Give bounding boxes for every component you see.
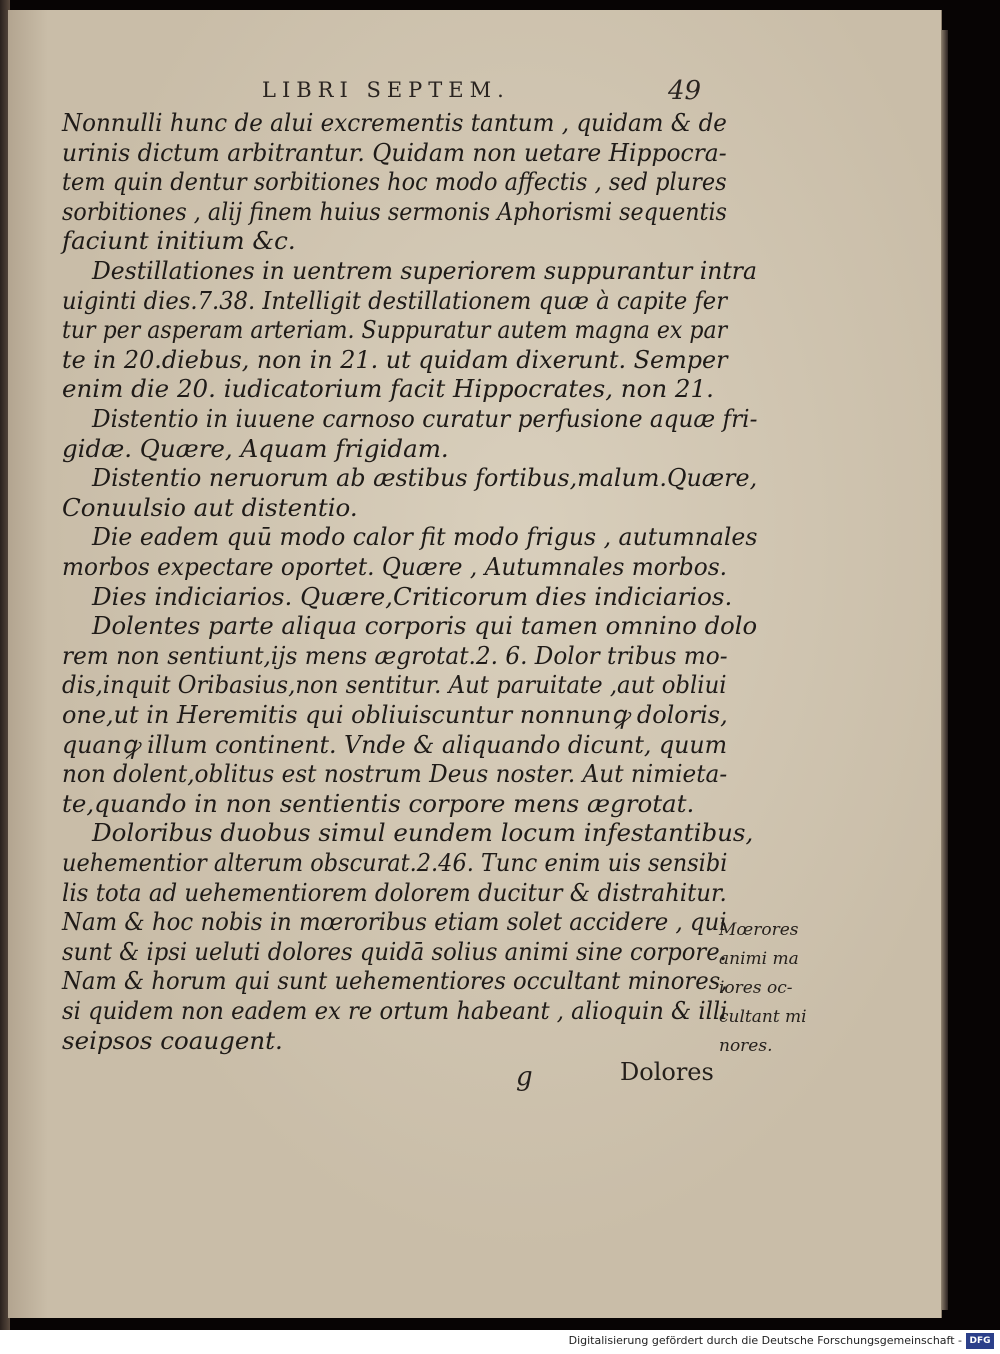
text-line: rem non sentiunt,ijs mens ægrotat.2. 6. Dolor tribus mo- [62,640,728,670]
text-line: uehementior alterum obscurat.2.46. Tunc enim uis sensibi [62,848,728,877]
text-line: faciunt initium &c. [62,226,296,256]
folio-number: 49 [668,76,702,106]
text-line: gidæ. Quære, Aquam frigidam. [62,433,449,463]
text-line: Nam & hoc nobis in mœroribus etiam solet accidere , qui [62,907,727,937]
text-line: uiginti dies.7.38. Intelligit destillationem quæ à capite fer [62,285,728,315]
margin-note-line: nores. [719,1036,773,1056]
text-line: seipsos coaugent. [62,1025,283,1055]
text-line: Nonnulli hunc de alui excrementis tantum , quidam & de [62,108,727,137]
text-line: one,ut in Heremitis qui obliuiscuntur nonnunꝙ doloris, [62,700,728,729]
margin-note [719,916,807,1061]
text-line: lis tota ad uehementiorem dolorem ducitur & distrahitur. [62,877,727,907]
text-line: Distentio neruorum ab æstibus fortibus,malum.Quære, [92,463,758,493]
text-line: Dolentes parte aliqua corporis qui tamen omnino dolo [92,611,758,641]
funding-credit: Digitalisierung gefördert durch die Deutsche Forschungsgemeinschaft - [568,1334,962,1347]
text-line: quanꝙ illum continent. Vnde & aliquando dicunt, quum [62,729,728,759]
text-line: Destillationes in uentrem superiorem suppurantur intra [92,256,757,285]
text-line: enim die 20. iudicatorium facit Hippocrates, non 21. [62,374,714,404]
text-line: urinis dictum arbitrantur. Quidam non uetare Hippocra- [62,137,727,167]
margin-note-line: animi ma [719,949,799,969]
margin-note-line: Mœrores [719,920,799,940]
text-line: te,quando in non sentientis corpore mens ægrotat. [62,788,695,818]
text-line: non dolent,oblitus est nostrum Deus noster. Aut nimieta- [62,759,728,789]
text-line: tem quin dentur sorbitiones hoc modo affectis , sed plures [62,167,727,197]
margin-note-line: cultant mi [719,1007,807,1027]
margin-note-line: iores oc- [719,978,793,998]
text-line: Dies indiciarios. Quære,Criticorum dies indiciarios. [92,581,733,611]
text-line: Conuulsio aut distentio. [62,492,358,522]
text-line: sorbitiones , alij finem huius sermonis Aphorismi sequentis [62,196,727,226]
signature-mark: g [516,1062,533,1092]
text-line: si quidem non eadem ex re ortum habeant , alioquin & illi [62,996,728,1025]
dfg-logo: DFG [966,1333,994,1349]
text-line: Die eadem quū modo calor fit modo frigus , autumnales [92,522,758,552]
text-line: te in 20.diebus, non in 21. ut quidam dixerunt. Semper [62,344,728,374]
text-line: Distentio in iuuene carnoso curatur perfusione aquæ fri- [92,404,758,433]
footer-bar [0,1330,1000,1354]
text-line: tur per asperam arteriam. Suppuratur autem magna ex par [62,315,728,345]
text-line: dis,inquit Oribasius,non sentitur. Aut paruitate ,aut obliui [62,670,727,700]
catchword: Dolores [620,1058,714,1086]
book-page [8,10,942,1318]
text-line: sunt & ipsi ueluti dolores quidā solius animi sine corpore. [62,936,727,966]
text-line: Doloribus duobus simul eundem locum infestantibus, [92,818,754,848]
text-line: Nam & horum qui sunt uehementiores occultant minores, [62,966,728,996]
text-line: morbos expectare oportet. Quære , Autumnales morbos. [62,552,727,581]
running-header: LIBRI SEPTEM. [262,78,510,102]
